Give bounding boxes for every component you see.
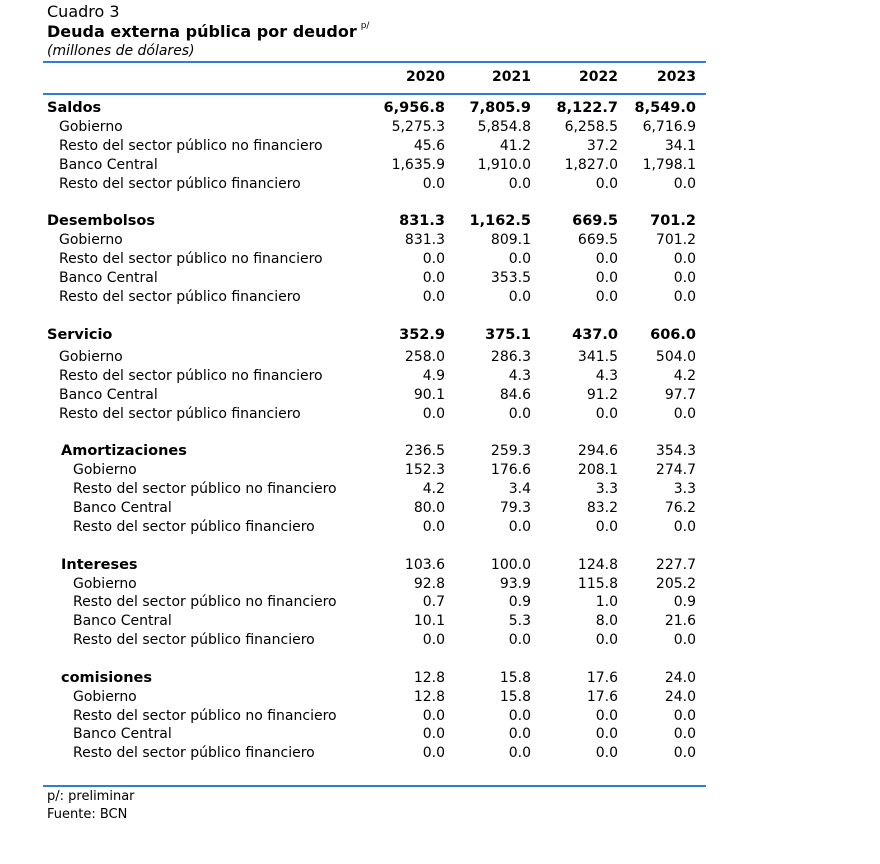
table-cell: 7,805.9 <box>469 100 531 116</box>
table-cell: 205.2 <box>655 576 696 592</box>
column-header: 2023 <box>657 69 696 85</box>
table-cell: 0.0 <box>673 289 696 305</box>
table-cell: 12.8 <box>413 689 445 705</box>
row-label: Resto del sector público financiero <box>59 406 301 422</box>
table-cell: 97.7 <box>664 387 696 403</box>
row-label: Amortizaciones <box>61 443 187 459</box>
table-cell: 8,549.0 <box>634 100 696 116</box>
table-cell: 0.0 <box>595 251 618 267</box>
table-cell: 831.3 <box>404 232 445 248</box>
table-row <box>0 612 880 631</box>
table-row <box>0 725 880 744</box>
table-row <box>0 480 880 499</box>
table-cell: 103.6 <box>404 557 445 573</box>
row-label: Banco Central <box>73 726 172 742</box>
table-cell: 3.3 <box>595 481 618 497</box>
table-cell: 606.0 <box>650 327 696 343</box>
row-label: Banco Central <box>59 270 158 286</box>
table-cell: 92.8 <box>413 576 445 592</box>
table-row <box>0 348 880 367</box>
table-cell: 0.0 <box>595 270 618 286</box>
table-cell: 0.0 <box>508 519 531 535</box>
footnote-source: Fuente: BCN <box>47 807 128 822</box>
table-cell: 0.0 <box>595 406 618 422</box>
table-title <box>47 22 369 41</box>
table-cell: 0.0 <box>422 176 445 192</box>
table-cell: 0.0 <box>422 289 445 305</box>
table-cell: 76.2 <box>664 500 696 516</box>
row-label: Resto del sector público no financiero <box>73 594 337 610</box>
table-cell: 0.0 <box>422 270 445 286</box>
row-label: Intereses <box>61 557 138 573</box>
table-cell: 12.8 <box>413 670 445 686</box>
table-cell: 5,275.3 <box>391 119 445 135</box>
table-row <box>0 386 880 405</box>
table-cell: 21.6 <box>664 613 696 629</box>
row-label: Gobierno <box>59 232 123 248</box>
footnote-preliminar: p/: preliminar <box>47 789 135 804</box>
table-cell: 0.9 <box>673 594 696 610</box>
table-cell: 4.2 <box>422 481 445 497</box>
row-label: Banco Central <box>73 500 172 516</box>
table-cell: 24.0 <box>664 689 696 705</box>
table-cell: 0.0 <box>673 176 696 192</box>
table-cell: 176.6 <box>490 462 531 478</box>
table-row <box>0 499 880 518</box>
table-cell: 0.0 <box>595 708 618 724</box>
title-superscript: p/ <box>360 20 370 31</box>
table-cell: 0.0 <box>595 519 618 535</box>
table-cell: 1,162.5 <box>469 213 531 229</box>
table-row <box>0 250 880 269</box>
table-cell: 0.9 <box>508 594 531 610</box>
table-cell: 15.8 <box>499 689 531 705</box>
table-cell: 152.3 <box>404 462 445 478</box>
table-cell: 4.9 <box>422 368 445 384</box>
row-label: comisiones <box>61 670 152 686</box>
table-cell: 34.1 <box>664 138 696 154</box>
row-label: Resto del sector público no financiero <box>73 481 337 497</box>
table-cell: 0.0 <box>595 745 618 761</box>
table-cell: 831.3 <box>399 213 445 229</box>
table-cell: 93.9 <box>499 576 531 592</box>
table-cell: 0.0 <box>508 708 531 724</box>
table-cell: 84.6 <box>499 387 531 403</box>
table-cell: 0.0 <box>508 745 531 761</box>
table-cell: 90.1 <box>413 387 445 403</box>
table-cell: 274.7 <box>655 462 696 478</box>
table-cell: 5,854.8 <box>477 119 531 135</box>
table-cell: 0.0 <box>508 406 531 422</box>
table-cell: 208.1 <box>577 462 618 478</box>
table-row <box>0 556 880 575</box>
table-cell: 17.6 <box>586 689 618 705</box>
table-row <box>0 518 880 537</box>
table-row <box>0 231 880 250</box>
table-row <box>0 631 880 650</box>
table-cell: 437.0 <box>572 327 618 343</box>
row-label: Resto del sector público no financiero <box>73 708 337 724</box>
table-cell: 0.7 <box>422 594 445 610</box>
table-cell: 41.2 <box>499 138 531 154</box>
table-cell: 6,956.8 <box>383 100 445 116</box>
table-cell: 124.8 <box>577 557 618 573</box>
table-cell: 0.0 <box>595 289 618 305</box>
column-header-row <box>0 68 880 87</box>
row-label: Resto del sector público financiero <box>59 176 301 192</box>
table-cell: 701.2 <box>655 232 696 248</box>
table-cell: 504.0 <box>655 349 696 365</box>
table-row <box>0 593 880 612</box>
table-cell: 0.0 <box>508 176 531 192</box>
row-label: Saldos <box>47 100 102 116</box>
table-row <box>0 707 880 726</box>
column-header: 2020 <box>406 69 445 85</box>
table-cell: 83.2 <box>586 500 618 516</box>
row-label: Gobierno <box>59 349 123 365</box>
table-cell: 353.5 <box>490 270 531 286</box>
table-cell: 669.5 <box>577 232 618 248</box>
table-cell: 4.2 <box>673 368 696 384</box>
table-cell: 1.0 <box>595 594 618 610</box>
table-cell: 15.8 <box>499 670 531 686</box>
row-label: Gobierno <box>73 689 137 705</box>
row-label: Resto del sector público no financiero <box>59 138 323 154</box>
table-cell: 352.9 <box>399 327 445 343</box>
table-cell: 375.1 <box>485 327 531 343</box>
table-cell: 0.0 <box>595 632 618 648</box>
table-number: Cuadro 3 <box>47 2 120 21</box>
table-cell: 1,798.1 <box>642 157 696 173</box>
row-label: Resto del sector público financiero <box>59 289 301 305</box>
title-text: Deuda externa pública por deudor <box>47 22 357 41</box>
table-cell: 0.0 <box>673 745 696 761</box>
column-header: 2021 <box>492 69 531 85</box>
table-cell: 0.0 <box>673 251 696 267</box>
table-cell: 4.3 <box>595 368 618 384</box>
row-label: Resto del sector público no financiero <box>59 368 323 384</box>
table-cell: 3.4 <box>508 481 531 497</box>
table-cell: 80.0 <box>413 500 445 516</box>
table-cell: 809.1 <box>490 232 531 248</box>
table-row <box>0 156 880 175</box>
table-cell: 8,122.7 <box>556 100 618 116</box>
table-row <box>0 137 880 156</box>
table-cell: 0.0 <box>508 632 531 648</box>
table-cell: 0.0 <box>673 406 696 422</box>
table-row <box>0 118 880 137</box>
table-cell: 17.6 <box>586 670 618 686</box>
header-rule <box>43 93 706 95</box>
table-cell: 0.0 <box>508 289 531 305</box>
table-cell: 0.0 <box>595 726 618 742</box>
table-cell: 0.0 <box>508 726 531 742</box>
table-row <box>0 367 880 386</box>
table-cell: 0.0 <box>673 726 696 742</box>
row-label: Gobierno <box>73 462 137 478</box>
table-cell: 91.2 <box>586 387 618 403</box>
table-cell: 0.0 <box>422 519 445 535</box>
table-cell: 236.5 <box>404 443 445 459</box>
table-cell: 1,910.0 <box>477 157 531 173</box>
table-cell: 6,258.5 <box>564 119 618 135</box>
table-cell: 341.5 <box>577 349 618 365</box>
row-label: Banco Central <box>59 157 158 173</box>
units-note: (millones de dólares) <box>47 43 195 59</box>
row-label: Desembolsos <box>47 213 155 229</box>
table-cell: 5.3 <box>508 613 531 629</box>
table-cell: 100.0 <box>490 557 531 573</box>
row-label: Banco Central <box>73 613 172 629</box>
column-header: 2022 <box>579 69 618 85</box>
table-cell: 701.2 <box>650 213 696 229</box>
table-row <box>0 688 880 707</box>
row-label: Servicio <box>47 327 113 343</box>
table-cell: 45.6 <box>413 138 445 154</box>
table-row <box>0 269 880 288</box>
table-cell: 8.0 <box>595 613 618 629</box>
table-row <box>0 99 880 118</box>
table-row <box>0 744 880 763</box>
table-cell: 259.3 <box>490 443 531 459</box>
row-label: Resto del sector público financiero <box>73 745 315 761</box>
table-cell: 0.0 <box>422 745 445 761</box>
table-cell: 0.0 <box>422 726 445 742</box>
table-row <box>0 442 880 461</box>
table-cell: 0.0 <box>673 270 696 286</box>
table-cell: 3.3 <box>673 481 696 497</box>
table-cell: 0.0 <box>673 708 696 724</box>
table-row <box>0 461 880 480</box>
table-cell: 1,827.0 <box>564 157 618 173</box>
table-cell: 0.0 <box>422 251 445 267</box>
table-cell: 227.7 <box>655 557 696 573</box>
table-cell: 258.0 <box>404 349 445 365</box>
table-row <box>0 575 880 594</box>
table-cell: 0.0 <box>508 251 531 267</box>
table-cell: 0.0 <box>422 632 445 648</box>
row-label: Resto del sector público financiero <box>73 519 315 535</box>
bottom-rule <box>43 785 706 787</box>
table-cell: 79.3 <box>499 500 531 516</box>
table-cell: 669.5 <box>572 213 618 229</box>
table-cell: 4.3 <box>508 368 531 384</box>
table-cell: 354.3 <box>655 443 696 459</box>
table-row <box>0 212 880 231</box>
table-cell: 0.0 <box>422 708 445 724</box>
table-row <box>0 669 880 688</box>
table-cell: 0.0 <box>673 632 696 648</box>
table-cell: 0.0 <box>673 519 696 535</box>
table-row <box>0 288 880 307</box>
table-cell: 1,635.9 <box>391 157 445 173</box>
table-row <box>0 405 880 424</box>
table-cell: 0.0 <box>422 406 445 422</box>
row-label: Gobierno <box>73 576 137 592</box>
table-cell: 37.2 <box>586 138 618 154</box>
table-cell: 6,716.9 <box>642 119 696 135</box>
top-rule <box>43 61 706 63</box>
table-cell: 0.0 <box>595 176 618 192</box>
row-label: Resto del sector público no financiero <box>59 251 323 267</box>
table-cell: 10.1 <box>413 613 445 629</box>
table-cell: 286.3 <box>490 349 531 365</box>
table-cell: 294.6 <box>577 443 618 459</box>
table-cell: 24.0 <box>664 670 696 686</box>
row-label: Gobierno <box>59 119 123 135</box>
table-row <box>0 326 880 345</box>
table-cell: 115.8 <box>577 576 618 592</box>
table-row <box>0 175 880 194</box>
row-label: Resto del sector público financiero <box>73 632 315 648</box>
row-label: Banco Central <box>59 387 158 403</box>
